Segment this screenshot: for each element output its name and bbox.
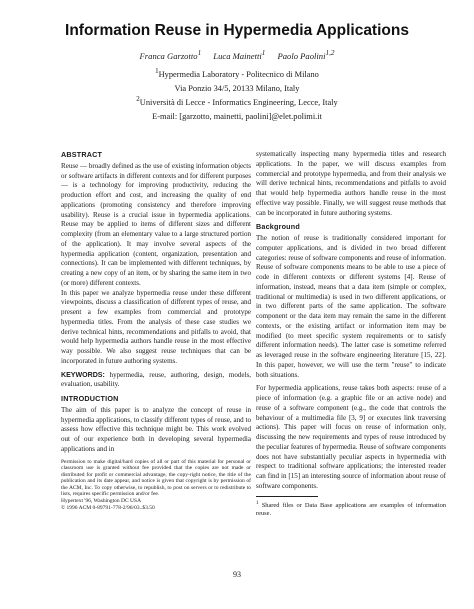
footnote xyxy=(256,499,446,519)
author-affiliation-marker: 1 xyxy=(261,49,266,57)
permission-notice xyxy=(61,459,251,512)
page-number: 93 xyxy=(233,570,241,579)
keywords-label: KEYWORDS: xyxy=(61,371,105,379)
contact-email: E-mail: [garzotto, mainetti, paolini]@elet.polimi.it xyxy=(152,111,322,121)
right-column xyxy=(256,150,446,518)
introduction-heading: INTRODUCTION xyxy=(61,394,119,403)
affiliation-line: $^2$Università di Lecce - Informatics Engineering, Lecce, Italy xyxy=(136,95,338,107)
permission-text: Permission to make digital/hard copies of all or part of this material for personal or classroom use is granted without fee provided that the copies are not made or distributed for profit or commercial advantage, the copy-right notice, the title of the publication and its date appear, and notice is given that copyright is by permission of the ACM, Inc. To copy otherwise, to republish, to post on servers or to redistribute to lists, requires specific permission and/or fee. xyxy=(61,458,251,498)
author-name: Luca Mainetti xyxy=(213,50,262,61)
footnote-rule xyxy=(256,496,318,497)
author-name: Paolo Paolini xyxy=(277,50,326,61)
abstract-paragraph: Reuse — broadly defined as the use of existing information objects or software artifacts in different contexts and for different purposes — is a technology for improving productivity, reducing the production effort and cost, and increasing the quality of end applications (promoting consistency and therefore improving usability). Reuse is a crucial issue in hypermedia applications. Reuse may be applied to items of different sizes and different complexity (from an elementary value to a large structured portion of the application). It may involve several aspects of the hypermedia application (content, organization, presentation and connections). It can be implemented with different techniques, by creating a new copy of an item, or by sharing the same item in two (or more) different contexts. xyxy=(61,161,251,287)
author-name: Franca Garzotto xyxy=(139,50,198,61)
affiliation-line: $^1$Hypermedia Laboratory - Politecnico di Milano xyxy=(155,67,319,79)
footnote-text: Shared files or Data Base applications are examples of information reuse. xyxy=(256,501,446,518)
abstract-paragraph: In this paper we analyze hypermedia reuse under these different viewpoints, discuss a classification of different types of reuse, and present a few examples from commercial and prototype hypermedia titles. From the analysis of these case studies we derive technical hints, recommendations and pitfalls to avoid, that would help hypermedia authors handle reuse in the most effective way possible. We also suggest reuse techniques that can be incorporated in future authoring systems. xyxy=(61,288,251,365)
affiliations xyxy=(0,66,474,122)
author-list xyxy=(0,49,474,61)
abstract-heading: ABSTRACT xyxy=(61,150,103,159)
author-affiliation-marker: 1 xyxy=(197,49,202,57)
left-column xyxy=(61,150,251,511)
keywords-text: hypermedia, reuse, authoring, design, models, evaluation, usability. xyxy=(61,370,251,389)
background-heading: Background xyxy=(256,222,300,232)
copyright-line: © 1996 ACM 0-89791-778-2/96/03..$3.50 xyxy=(61,504,155,511)
background-paragraph: The notion of reuse is traditionally considered important for computer applications, and is divided in two broad different categories: reuse of software components and reuse of information. Reuse of software components means to be able to use a piece of code in different contexts or different systems [4]. Reuse of information, instead, means that a data item (simple or complex, traditional or multimedia) is used in two different applications, or in two different parts of the same application. The software component or the data item may remain the same in the different contexts, or the existing artifact or information item may be modified (to meet specific system requirements or to satisfy different information needs). The latter case is sometime referred as leveraged reuse in the software engineering literature [15, 22]. In this paper, however, we will use the term "reuse" to indicate both situations. xyxy=(256,234,446,379)
paper-title: Information Reuse in Hypermedia Applications xyxy=(65,22,409,39)
keywords xyxy=(61,371,251,391)
footnote-marker: 1 xyxy=(256,499,259,506)
affiliation-line: Via Ponzio 34/5, 20133 Milano, Italy xyxy=(174,83,300,93)
author-affiliation-marker: 1,2 xyxy=(325,49,335,57)
introduction-paragraph: The aim of this paper is to analyze the concept of reuse in hypermedia applications, to classify different types of reuse, and to assess how effective this technique might be. This work evolved out of our experience both in developing several hypermedia applications and in xyxy=(61,405,251,453)
background-paragraph: For hypermedia applications, reuse takes both aspects: reuse of a piece of information (e.g. a graphic file or an active node) and reuse of a software component (e.g., the code that controls the behaviour of a multimedia file [3, 9] or executes link traversing actions). This paper will focus on reuse of information only, discussing the new requirements and types of reuse introduced by the peculiar features of hypermedia. Reuse of software components does not have substantially peculiar aspects in hypermedia with respect to traditional software applications; the interested reader can find in [15] an interesting source of information about reuse of software components. xyxy=(256,384,446,490)
introduction-continued: systematically inspecting many hypermedia titles and research applications. In the paper, we will discuss examples from commercial and prototype hypermedia, and from their analysis we will derive technical hints, recommendations and pitfalls to avoid that would help hypermedia authors handle reuse in the most effective way possible. Finally, we will suggest reuse methods that can be incorporated in future authoring systems. xyxy=(256,150,446,217)
conference-venue: Hypertext '96, Washington DC USA xyxy=(61,498,142,505)
